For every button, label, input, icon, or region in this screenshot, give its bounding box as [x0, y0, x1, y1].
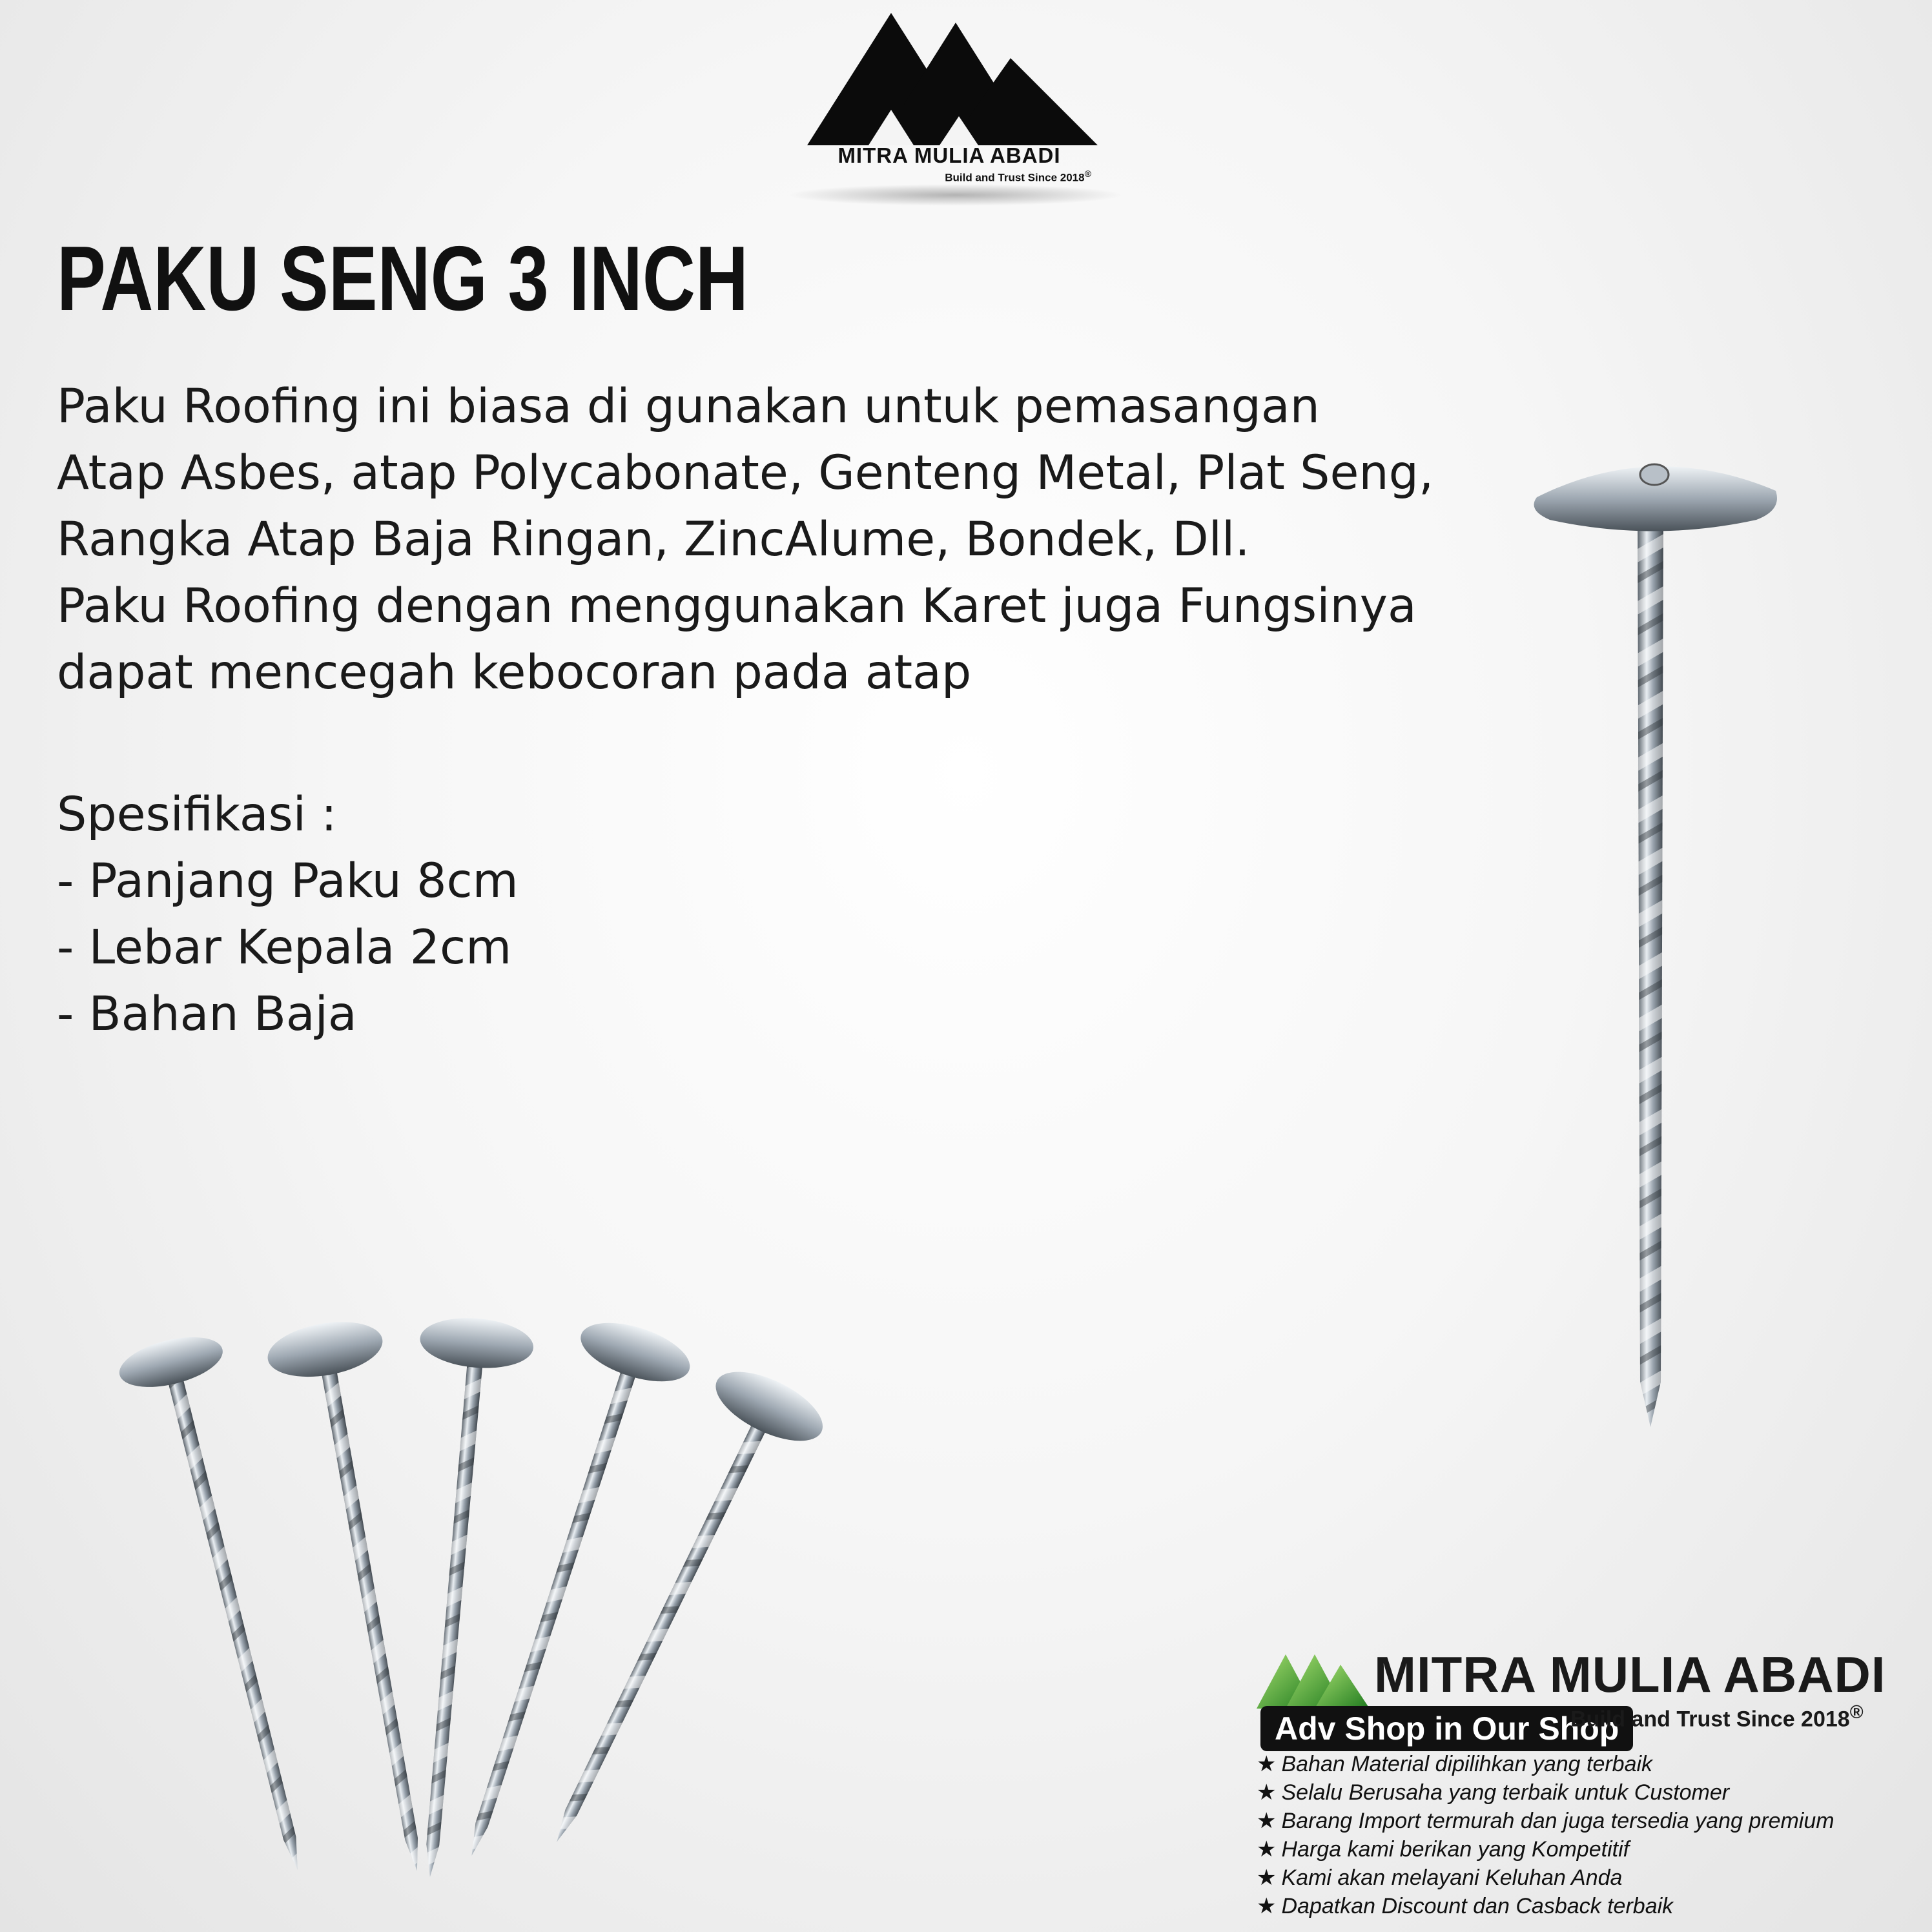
list-item: ★ Kami akan melayani Keluhan Anda	[1257, 1865, 1623, 1890]
brand-tagline: Build and Trust Since 2018®	[945, 169, 1091, 184]
page-title: PAKU SENG 3 INCH	[57, 227, 748, 330]
spec-item: - Panjang Paku 8cm	[57, 854, 519, 909]
badge-points	[1257, 1750, 1834, 1920]
badge-shop-label: Adv Shop in Our Shop	[1260, 1706, 1633, 1751]
star-icon: ★	[1257, 1809, 1277, 1833]
list-item: ★ Bahan Material dipilihkan yang terbaik	[1257, 1752, 1653, 1776]
description-line: dapat mencegah kebocoran pada atap	[57, 645, 972, 700]
nail-image	[1511, 413, 1808, 1459]
spec-item: - Lebar Kepala 2cm	[57, 920, 512, 975]
star-icon: ★	[1257, 1865, 1277, 1890]
nails-group-image	[110, 1291, 872, 1886]
spec-list	[57, 781, 519, 1047]
spec-item: - Bahan Baja	[57, 987, 357, 1042]
badge-logo-icon	[1257, 1652, 1373, 1710]
description-line: Atap Asbes, atap Polycabonate, Genteng Metal, Plat Seng,	[57, 446, 1434, 500]
description-line: Paku Roofing dengan menggunakan Karet juga Fungsinya	[57, 579, 1417, 633]
star-icon: ★	[1257, 1894, 1277, 1918]
brand-name: MITRA MULIA ABADI	[838, 143, 1061, 167]
star-icon: ★	[1257, 1752, 1277, 1776]
description-line: Paku Roofing ini biasa di gunakan untuk pemasangan	[57, 379, 1320, 434]
star-icon: ★	[1257, 1837, 1277, 1862]
badge-brand-name: MITRA MULIA ABADI	[1374, 1646, 1886, 1703]
list-item: ★ Dapatkan Discount dan Casback terbaik	[1257, 1894, 1674, 1918]
description-line: Rangka Atap Baja Ringan, ZincAlume, Bondek, Dll.	[57, 512, 1250, 567]
nail	[114, 1328, 349, 1883]
list-item: ★ Harga kami berikan yang Kompetitif	[1257, 1837, 1630, 1862]
star-icon: ★	[1257, 1780, 1277, 1805]
spec-heading: Spesifikasi :	[57, 787, 337, 842]
list-item: ★ Barang Import termurah dan juga tersedia yang premium	[1257, 1809, 1834, 1833]
logo-shadow	[788, 184, 1124, 206]
product-description	[57, 373, 1607, 706]
list-item: ★ Selalu Berusaha yang terbaik untuk Customer	[1257, 1780, 1730, 1805]
badge-tagline: Build and Trust Since 2018®	[1570, 1702, 1864, 1732]
